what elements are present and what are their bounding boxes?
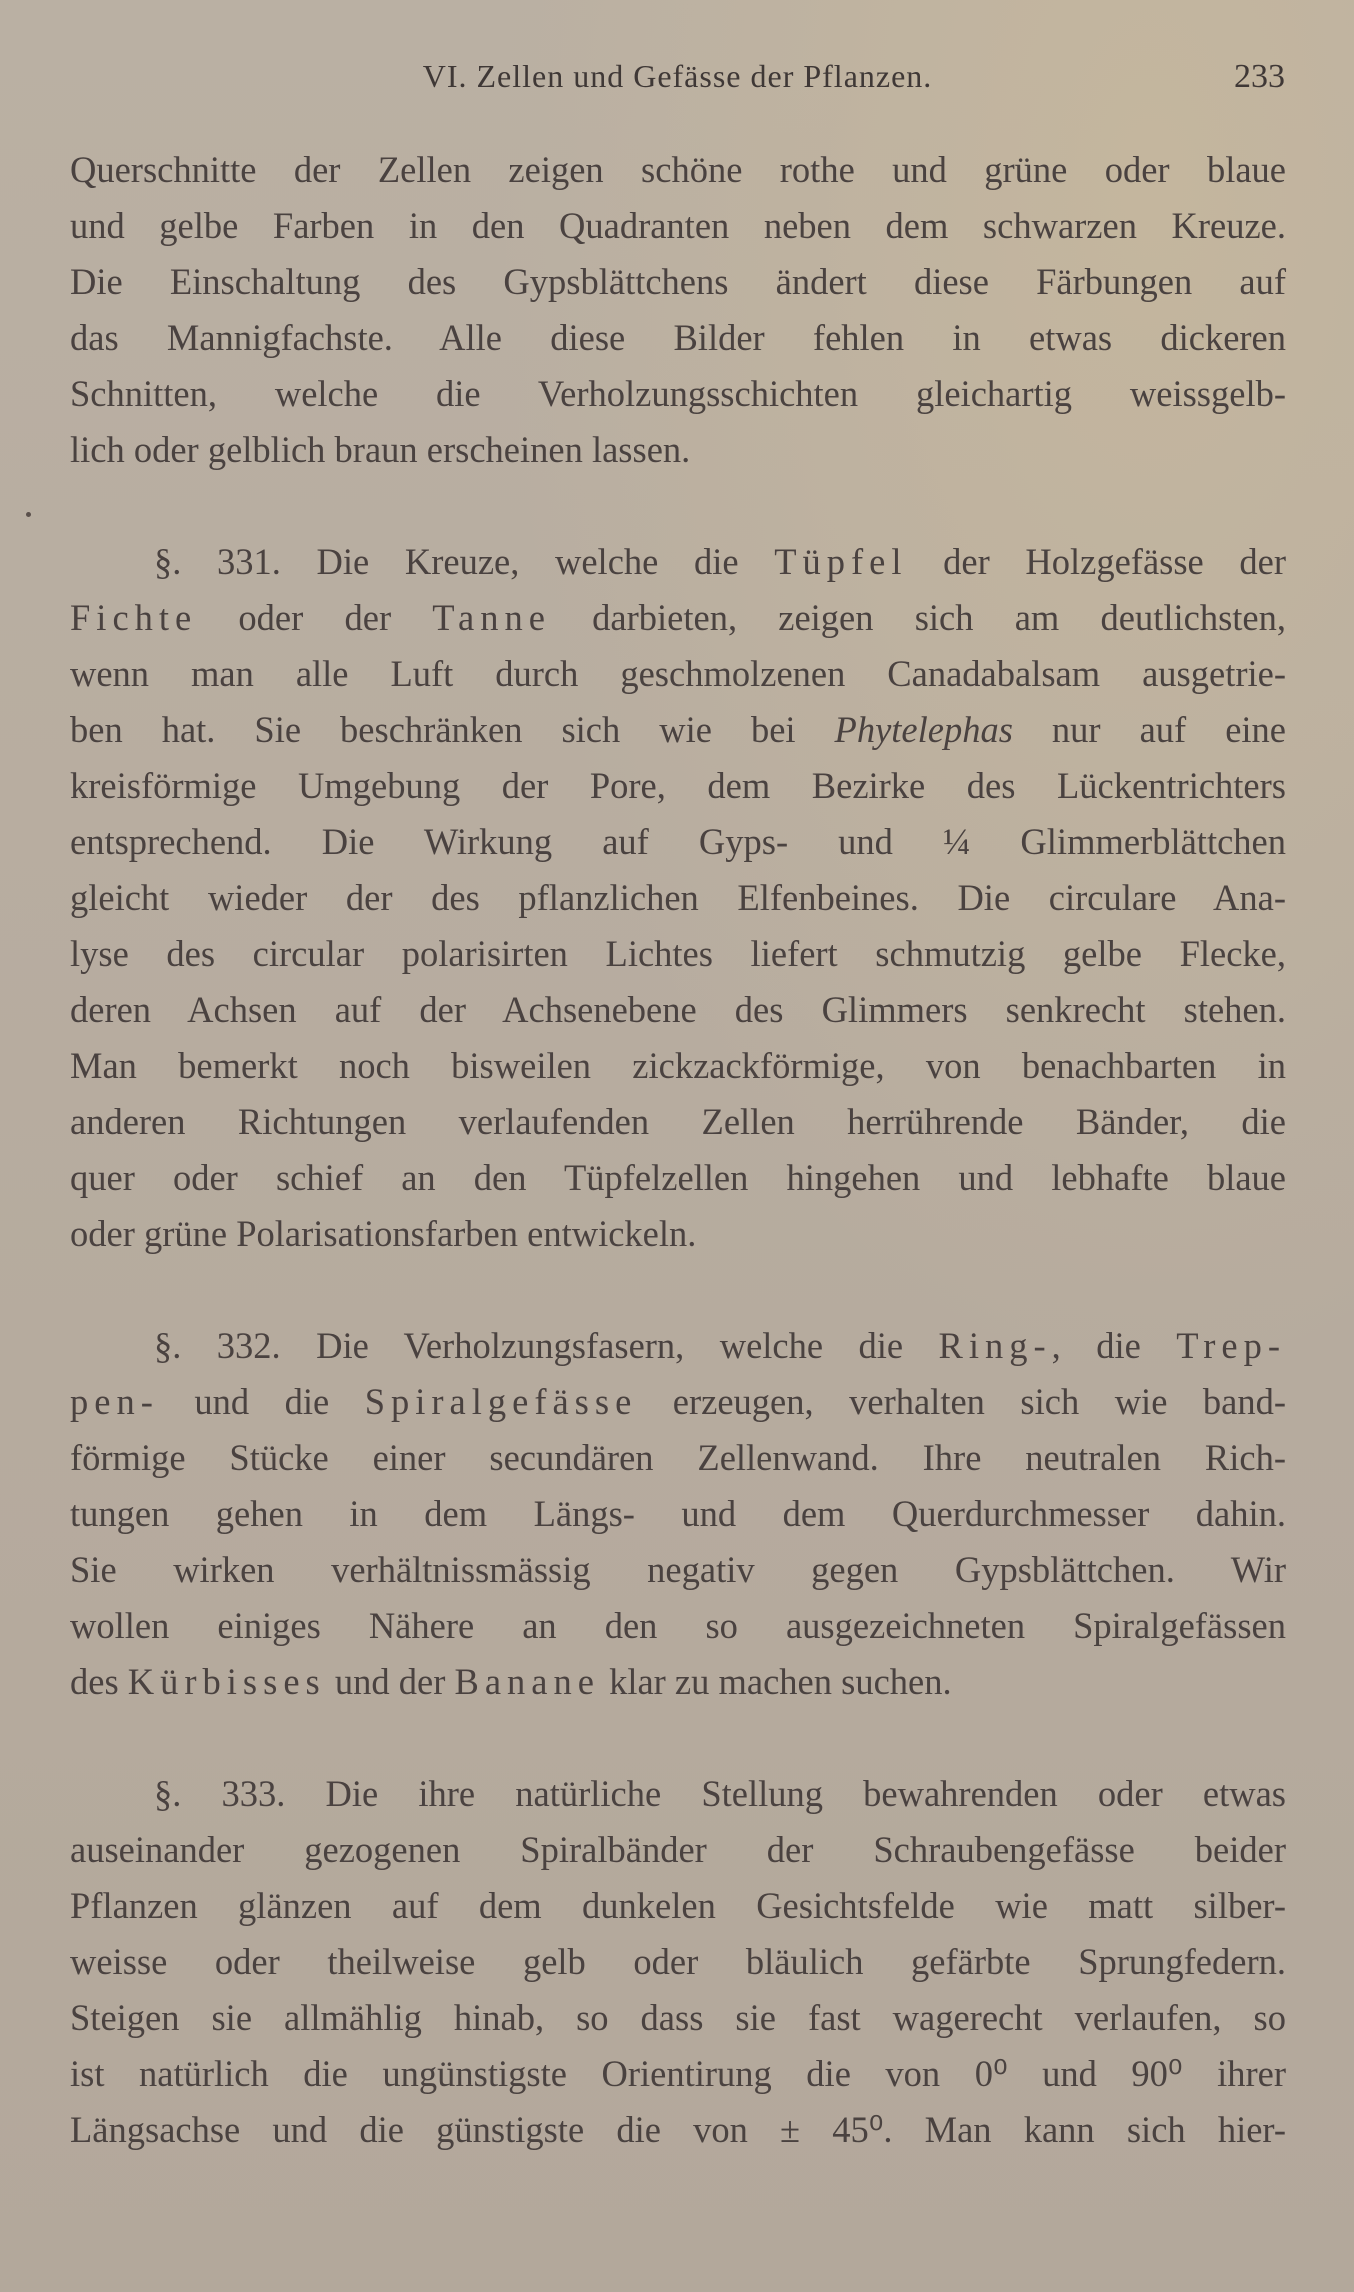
text-line: förmige Stücke einer secundären Zellenwand. Ihre neutralen Rich- <box>70 1437 1286 1478</box>
text-line: weisse oder theilweise gelb oder bläulich gefärbte Sprungfedern. <box>70 1941 1286 1982</box>
text-line: das Mannigfachste. Alle diese Bilder fehlen in etwas dickeren <box>70 317 1286 358</box>
paragraph-gap <box>70 1710 1286 1766</box>
text-run: erzeugen, verhalten sich wie band- <box>637 1381 1286 1422</box>
text-run: darbieten, zeigen sich am deutlichsten, <box>550 597 1286 638</box>
text-line: §. 333. Die ihre natürliche Stellung bewahrenden oder etwas <box>154 1773 1286 1814</box>
text-line: anderen Richtungen verlaufenden Zellen herrührende Bänder, die <box>70 1101 1286 1142</box>
text-line: Pflanzen glänzen auf dem dunkelen Gesichtsfelde wie matt silber- <box>70 1885 1286 1926</box>
emphasis-trep: Trep- <box>1176 1325 1286 1366</box>
text-run: §. 332. Die Verholzungsfasern, welche die <box>154 1325 939 1366</box>
text-line: wollen einiges Nähere an den so ausgezeichneten Spiralgefässen <box>70 1605 1286 1646</box>
text-run: der Holzgefässe der <box>907 541 1287 582</box>
text-line: lich oder gelblich braun erscheinen lassen. <box>70 429 691 470</box>
paragraph-1 <box>70 142 1286 478</box>
text-line: Die Einschaltung des Gypsblättchens ändert diese Färbungen auf <box>70 261 1286 302</box>
text-line: lyse des circular polarisirten Lichtes liefert schmutzig gelbe Flecke, <box>70 933 1286 974</box>
text-line: tungen gehen in dem Längs- und dem Querdurchmesser dahin. <box>70 1493 1286 1534</box>
text-line <box>70 1654 1286 1710</box>
text-line: Steigen sie allmählig hinab, so dass sie fast wagerecht verlaufen, so <box>70 1997 1286 2038</box>
text-line: gleicht wieder der des pflanzlichen Elfenbeines. Die circulare Ana- <box>70 877 1286 918</box>
emphasis-tanne: Tanne <box>432 597 551 638</box>
paragraph-gap <box>70 1262 1286 1318</box>
text-line: entsprechend. Die Wirkung auf Gyps- und ¼ Glimmerblättchen <box>70 821 1286 862</box>
text-run: und die <box>158 1381 365 1422</box>
text-line: Querschnitte der Zellen zeigen schöne rothe und grüne oder blaue <box>70 149 1286 190</box>
page-header <box>70 58 1285 106</box>
text-line: deren Achsen auf der Achsenebene des Glimmers senkrecht stehen. <box>70 989 1286 1030</box>
text-line: und gelbe Farben in den Quadranten neben dem schwarzen Kreuze. <box>70 205 1286 246</box>
text-run: oder der <box>197 597 433 638</box>
text-line <box>70 590 1286 646</box>
emphasis-tuepfel: Tüpfel <box>774 541 908 582</box>
text-line: wenn man alle Luft durch geschmolzenen Canadabalsam ausgetrie- <box>70 653 1286 694</box>
text-line <box>70 1318 1286 1374</box>
emphasis-ring: Ring- <box>938 1325 1052 1366</box>
page-number: 233 <box>1234 58 1285 95</box>
emphasis-spiralgefaesse: Spiralgefässe <box>364 1381 638 1422</box>
text-line: oder grüne Polarisationsfarben entwickeln. <box>70 1213 697 1254</box>
text-line <box>70 534 1286 590</box>
text-line: quer oder schief an den Tüpfelzellen hingehen und lebhafte blaue <box>70 1157 1286 1198</box>
text-run: und der <box>325 1661 455 1702</box>
text-line <box>70 1374 1286 1430</box>
paragraph-332 <box>70 1318 1286 1710</box>
body-text <box>70 142 1286 2158</box>
text-line: auseinander gezogenen Spiralbänder der Schraubengefässe beider <box>70 1829 1286 1870</box>
ink-speck <box>26 512 31 517</box>
running-title: VI. Zellen und Gefässe der Pflanzen. <box>422 58 933 94</box>
text-line: Sie wirken verhältnissmässig negativ gegen Gypsblättchen. Wir <box>70 1549 1286 1590</box>
emphasis-kuerbisses: Kürbisses <box>127 1661 326 1702</box>
text-run: des <box>70 1661 128 1702</box>
emphasis-banane: Banane <box>454 1661 600 1702</box>
text-run: ben hat. Sie beschränken sich wie bei <box>70 709 835 750</box>
text-run: , die <box>1051 1325 1177 1366</box>
text-line: ist natürlich die ungünstigste Orientirung die von 0⁰ und 90⁰ ihrer <box>70 2053 1286 2094</box>
paragraph-333 <box>70 1766 1286 2158</box>
paragraph-331 <box>70 534 1286 1262</box>
text-line: kreisförmige Umgebung der Pore, dem Bezirke des Lückentrichters <box>70 765 1286 806</box>
text-run: nur auf eine <box>1012 709 1286 750</box>
paragraph-gap <box>70 478 1286 534</box>
emphasis-fichte: Fichte <box>70 597 198 638</box>
emphasis-pen: pen- <box>70 1381 159 1422</box>
text-line: Man bemerkt noch bisweilen zickzackförmige, von benachbarten in <box>70 1045 1286 1086</box>
text-run: §. 331. Die Kreuze, welche die <box>154 541 775 582</box>
text-line: Schnitten, welche die Verholzungsschichten gleichartig weissgelb- <box>70 373 1286 414</box>
text-line <box>70 702 1286 758</box>
text-run: klar zu machen suchen. <box>599 1661 952 1702</box>
emphasis-phytelephas: Phytelephas <box>834 709 1013 750</box>
text-line: Längsachse und die günstigste die von ± 45⁰. Man kann sich hier- <box>70 2109 1286 2150</box>
